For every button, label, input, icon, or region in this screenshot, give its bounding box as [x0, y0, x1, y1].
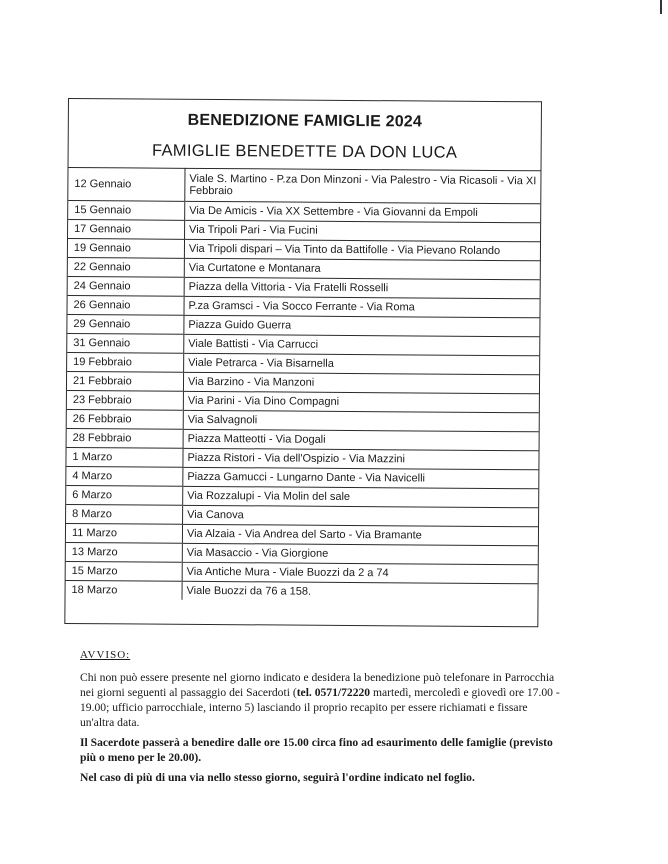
schedule-date: 21 Febbraio	[67, 372, 184, 392]
schedule-streets: Via Salvagnoli	[183, 410, 539, 431]
schedule-date: 26 Gennaio	[67, 296, 184, 316]
schedule-streets: Via Tripoli dispari – Via Tinto da Battifolle - Via Pievano Rolando	[184, 239, 540, 260]
schedule-streets: Viale Battisti - Via Carrucci	[184, 334, 540, 355]
schedule-date: 19 Febbraio	[67, 353, 184, 373]
schedule-date: 4 Marzo	[66, 466, 183, 486]
schedule-streets: Piazza Matteotti - Via Dogali	[183, 429, 539, 450]
notice-paragraph-contact	[80, 670, 560, 730]
schedule-date: 19 Gennaio	[68, 239, 185, 259]
schedule-streets: Viale Petrarca - Via Bisarnella	[184, 353, 540, 374]
schedule-date: 13 Marzo	[66, 542, 183, 562]
schedule-streets: Via Alzaia - Via Andrea del Sarto - Via Bramante	[182, 524, 538, 545]
schedule-date: 26 Febbraio	[67, 409, 184, 429]
schedule-date: 15 Gennaio	[68, 201, 185, 221]
schedule-streets: Piazza Gamucci - Lungarno Dante - Via Navicelli	[183, 467, 539, 488]
schedule-date: 23 Febbraio	[67, 390, 184, 410]
schedule-date: 15 Marzo	[66, 561, 183, 581]
schedule-streets: Piazza Ristori - Via dell'Ospizio - Via Mazzini	[183, 448, 539, 469]
schedule-row	[66, 580, 538, 602]
schedule-streets: Viale Buozzi da 76 a 158.	[182, 581, 538, 602]
schedule-date: 22 Gennaio	[68, 258, 185, 278]
schedule-streets: Via Canova	[183, 505, 539, 526]
scan-edge-mark	[660, 0, 662, 14]
notice-phone: tel. 0571/72220	[296, 686, 371, 699]
schedule-streets: Viale S. Martino - P.za Don Minzoni - Via Palestro - Via Ricasoli - Via XI Febbraio	[185, 168, 541, 203]
schedule-date: 29 Gennaio	[67, 315, 184, 335]
schedule-row	[68, 168, 540, 204]
schedule-box	[64, 98, 542, 627]
schedule-streets: Piazza Guido Guerra	[184, 315, 540, 336]
schedule-date: 17 Gennaio	[68, 220, 185, 240]
schedule-streets: Via Tripoli Pari - Via Fucini	[185, 220, 541, 241]
schedule-streets: Via Rozzalupi - Via Molin del sale	[183, 486, 539, 507]
document-subtitle: FAMIGLIE BENEDETTE DA DON LUCA	[151, 141, 458, 162]
schedule-date: 18 Marzo	[66, 580, 183, 599]
notice-section	[80, 648, 560, 790]
schedule-date: 28 Febbraio	[67, 428, 184, 448]
schedule-streets: Via De Amicis - Via XX Settembre - Via Giovanni da Empoli	[185, 201, 541, 222]
schedule-streets: Piazza della Vittoria - Via Fratelli Rosselli	[184, 277, 540, 298]
schedule-streets: Via Parini - Via Dino Compagni	[183, 391, 539, 412]
schedule-streets: P.za Gramsci - Via Socco Ferrante - Via Roma	[184, 296, 540, 317]
document-title: BENEDIZIONE FAMIGLIE 2024	[187, 111, 423, 131]
schedule-date: 31 Gennaio	[67, 334, 184, 354]
notice-heading: AVVISO:	[80, 649, 131, 661]
schedule-streets: Via Barzino - Via Manzoni	[183, 372, 539, 393]
schedule-table	[66, 167, 541, 602]
schedule-streets: Via Antiche Mura - Viale Buozzi da 2 a 74	[182, 562, 538, 583]
schedule-date: 12 Gennaio	[68, 168, 185, 202]
notice-paragraph-order: Nel caso di più di una via nello stesso giorno, seguirà l'ordine indicato nel foglio.	[80, 771, 475, 784]
schedule-streets: Via Curtatone e Montanara	[184, 258, 540, 279]
notice-contact-text-start: Chi non può essere presente nel giorno indicato e desidera la benedizione può telefonare in Parrocchia nei giorni seguenti al passaggio dei Sacerdoti (	[80, 671, 555, 699]
schedule-date: 8 Marzo	[66, 504, 183, 524]
schedule-date: 6 Marzo	[66, 485, 183, 505]
schedule-streets: Via Masaccio - Via Giorgione	[182, 543, 538, 564]
notice-contact-text-end: martedì, mercoledì e giovedì ore 17.00 - 19.00; ufficio parrocchiale, interno 5) lasciando il proprio recapito per essere richiamati e fissare un'altra data.	[80, 686, 560, 729]
notice-paragraph-hours: Il Sacerdote passerà a benedire dalle ore 15.00 circa fino ad esaurimento delle famiglie (previsto più o meno per le 20.00).	[80, 736, 553, 764]
schedule-date: 1 Marzo	[66, 447, 183, 467]
schedule-date: 24 Gennaio	[68, 277, 185, 297]
schedule-date: 11 Marzo	[66, 523, 183, 543]
